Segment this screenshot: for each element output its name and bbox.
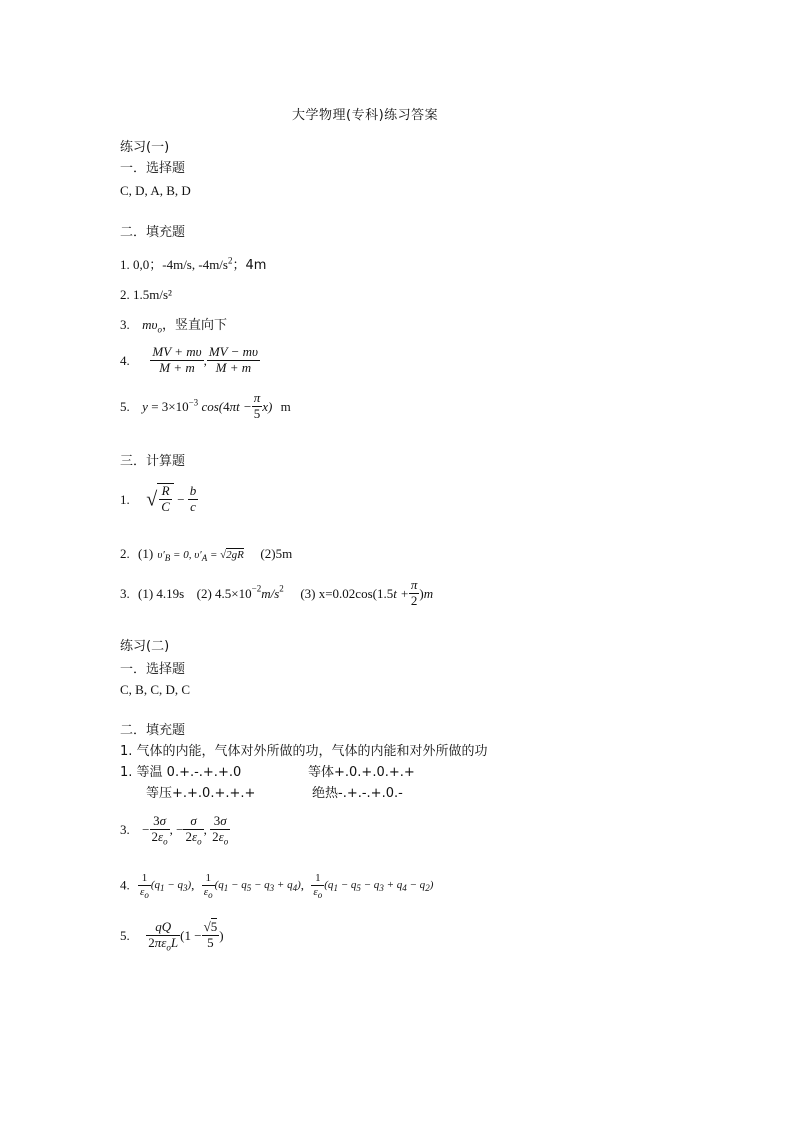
- ex2-fill-in-heading: 二．填充题: [120, 723, 186, 738]
- ex1-calculation-heading: 三．计算题: [120, 454, 186, 469]
- exercise-2-heading: 练习(二): [120, 639, 170, 654]
- ex1-fill-answer-3: 3. $m\upsilon_o$，竖直向下: [120, 317, 228, 335]
- ex1-fill-answer-5: 5. $y = 3\times 10^{-3}$ cos(4πt − $\frac{\pi}{5}$ x) m: [120, 390, 291, 421]
- ex2-process-isothermal: 1. 等温 0.+.-.+.+.0: [120, 765, 242, 780]
- ex2-choice-answers: C, B, C, D, C: [120, 682, 191, 697]
- ex2-process-isobaric: 等压+.+.0.+.+.+: [146, 786, 256, 801]
- ex1-fill-answer-2: 2. 1.5m/s²: [120, 287, 172, 302]
- ex1-calc-answer-2: 2. (1) $\upsilon'_B = 0$, $\upsilon'_A = √2gR$ (2)5m: [120, 546, 293, 564]
- ex1-fill-answer-1: 1. 0,0；-4m/s, $-4m/s^2$；4m: [120, 255, 267, 273]
- ex2-process-adiabatic: 绝热-.+.-.+.0.-: [312, 786, 403, 801]
- ex1-fill-in-heading: 二．填充题: [120, 225, 186, 240]
- ex2-fill-answer-4: 4. $\frac{1}{\varepsilon_o}$ $(q_1 - q_3)$, $\frac{1}{\varepsilon_o}$ $(q_1 - q_5 - q_3 + q_4)$, $\frac{1}{\varepsilon_o}$ $(q_1 - q_5 - q_3 + q_4 - q_2)$: [120, 872, 434, 900]
- ex2-multiple-choice-heading: 一．选择题: [120, 662, 186, 677]
- ex2-fill-answer-1: 1. 气体的内能，气体对外所做的功，气体的内能和对外所做的功: [120, 744, 488, 759]
- exercise-1-heading: 练习(一): [120, 140, 170, 155]
- ex1-choice-answers: C, D, A, B, D: [120, 183, 191, 198]
- ex2-fill-answer-5: 5. $\frac{qQ}{2\pi\varepsilon_oL}$ (1 − $\frac{√5}{5}$ ): [120, 919, 224, 953]
- ex1-calc-answer-1: 1. √ $\frac{R}{C}$ − $\frac{b}{c}$: [120, 483, 197, 514]
- page-title: 大学物理(专科)练习答案: [292, 108, 439, 123]
- ex1-calc-answer-3: 3. (1) 4.19s (2) $4.5\times 10^{-2}m/s^2$ (3) x=0.02cos(1.5t + $\frac{\pi}{2}$ )m: [120, 577, 434, 608]
- ex1-fill-answer-4: 4. $\frac{MV + m\upsilon}{M + m}$ , $\frac{MV - m\upsilon}{M + m}$: [120, 344, 259, 375]
- ex2-process-isochoric: 等体+.0.+.0.+.+: [308, 765, 415, 780]
- ex1-multiple-choice-heading: 一．选择题: [120, 161, 186, 176]
- ex2-fill-answer-3: 3. − $\frac{3\sigma}{2\varepsilon_o}$ , − $\frac{\sigma}{2\varepsilon_o}$ , $\frac{3\sigma}{2\varepsilon_o}$: [120, 813, 229, 847]
